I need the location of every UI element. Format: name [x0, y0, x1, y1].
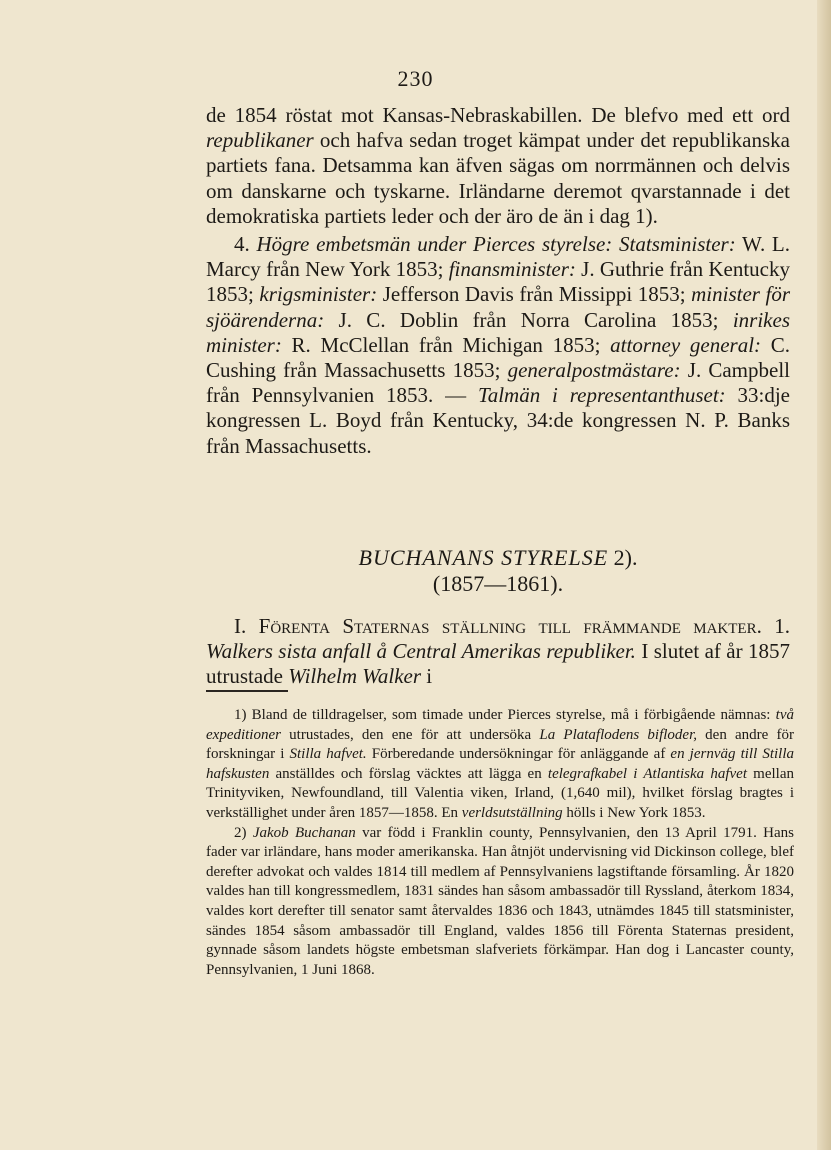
item-number: 1. — [761, 614, 790, 638]
item-number: 4. — [234, 232, 257, 256]
text-run: och hafva sedan troget kämpat under det republikanska partiets fana. Detsamma kan äfven sägas om norrmännen och delvis om danskarne och tyskarne. Irländarne deremot qvarstannade i det demokratiska partiets leder och der äro de än i dag 1). — [206, 128, 790, 228]
italic-term: telegrafkabel i Atlantiska hafvet — [547, 765, 747, 782]
italic-term: två expeditioner — [206, 707, 794, 743]
footnote-rule — [206, 690, 288, 692]
text-run: R. McClellan från Michigan 1853; — [281, 332, 611, 357]
text-run: utrustades, den ene för att undersöka — [280, 726, 540, 743]
paragraph-officials — [206, 232, 790, 459]
text-run: var född i Franklin county, Pennsylvanien, den 13 April 1791. Hans fader var irländare, hans moder amerikanska. Han åtnjöt undervisning vid Dickinson college, blef derefter advokat och valdes 1814 till medlem af Pennsylvaniens lagstiftande församling. År 1820 valdes han till kongressmedlem, 1831 sändes han såsom ambassadör till Ryssland, återkom 1834, valdes kort derefter till senator samt återvaldes 1836 och 1843, utnämdes 1845 till statsminister, sändes 1854 såsom ambassadör till England, valdes 1856 till Förenta Staternas president, gynnade såsom landets högste embetsman slafveriets förkämpar. Han dog i Lancaster county, Pennsylvanien, 1 Juni 1868. — [206, 824, 794, 978]
text-run: i — [421, 664, 433, 689]
text-run: C. Cushing från Massachusetts 1853; — [206, 332, 790, 383]
paragraph-foreign-relations — [206, 614, 790, 690]
italic-term: inrikes minister: — [206, 307, 790, 357]
italic-term: krigsminister: — [259, 282, 378, 307]
text-run: 1) Bland de tilldragelser, som timade under Pierces styrelse, må i förbigående nämnas: — [234, 707, 776, 723]
italic-term: Talmän i representanthuset: — [477, 383, 726, 408]
italic-name: Wilhelm Walker — [288, 664, 422, 689]
footnote-ref: 2). — [608, 545, 638, 570]
text-run: J. C. Doblin från Norra Carolina 1853; — [324, 307, 733, 332]
italic-term: La Plataflodens bifloder, — [539, 726, 697, 743]
italic-term: republikaner — [206, 128, 314, 153]
text-run: anställdes och förslag väcktes att lägga en — [269, 765, 548, 782]
italic-term: verldsutställning — [461, 804, 563, 821]
text-run: I slutet af år 1857 utrustade — [206, 639, 790, 689]
page-number: 230 — [397, 66, 434, 91]
footnotes — [206, 706, 794, 980]
italic-term: attorney general: — [610, 332, 762, 357]
text-run: hölls i New York 1853. — [562, 804, 706, 821]
text-run: Jefferson Davis från Missippi 1853; — [377, 282, 692, 307]
text-run: mellan Trinityviken, Newfoundland, till Valentia viken, Irland, (1,640 mil), hvilket förslag bragtes i verkställighet under åren 1857—1858. En — [206, 765, 794, 821]
italic-name: Jakob Buchanan — [252, 824, 356, 841]
text-run: Förberedande undersökningar för anläggande af — [366, 746, 671, 763]
footnote-1 — [206, 706, 794, 824]
text-run: W. L. Marcy från New York 1853; — [206, 232, 791, 282]
subsection-title: Förenta Staternas ställning till främmande makter. — [258, 614, 762, 638]
section-years: (1857—1861). — [432, 571, 564, 596]
italic-term: Walkers sista anfall å Central Amerikas republiker. — [206, 639, 636, 664]
roman-numeral: I. — [234, 614, 259, 638]
text-run: 33:dje kongressen L. Boyd från Kentucky, 34:de kongressen N. P. Banks från Massachusetts. — [206, 383, 790, 458]
text-run: de 1854 röstat mot Kansas-Nebraskabillen. De blefvo med ett ord — [206, 103, 790, 127]
text-run: 2) — [234, 824, 253, 841]
text-run: J. Guthrie från Kentucky 1853; — [206, 257, 790, 307]
section-title: BUCHANANS STYRELSE — [358, 545, 609, 570]
page-edge — [817, 0, 831, 1150]
footnote-2 — [206, 824, 794, 981]
italic-term: finansminister: — [448, 257, 576, 282]
paragraph-kansas — [206, 103, 790, 229]
text-run: J. Campbell från Pennsylvanien 1853. — — [206, 358, 790, 408]
italic-term: en jernväg till Stilla hafskusten — [206, 746, 795, 782]
section-heading — [206, 545, 790, 597]
italic-term: Högre embetsmän under Pierces styrelse: Statsminister: — [256, 232, 736, 256]
italic-term: Stilla hafvet. — [289, 746, 367, 763]
italic-term: minister för sjöärenderna: — [206, 282, 790, 332]
text-run: den andre för forskningar i — [206, 726, 794, 763]
italic-term: generalpostmästare: — [507, 358, 681, 383]
